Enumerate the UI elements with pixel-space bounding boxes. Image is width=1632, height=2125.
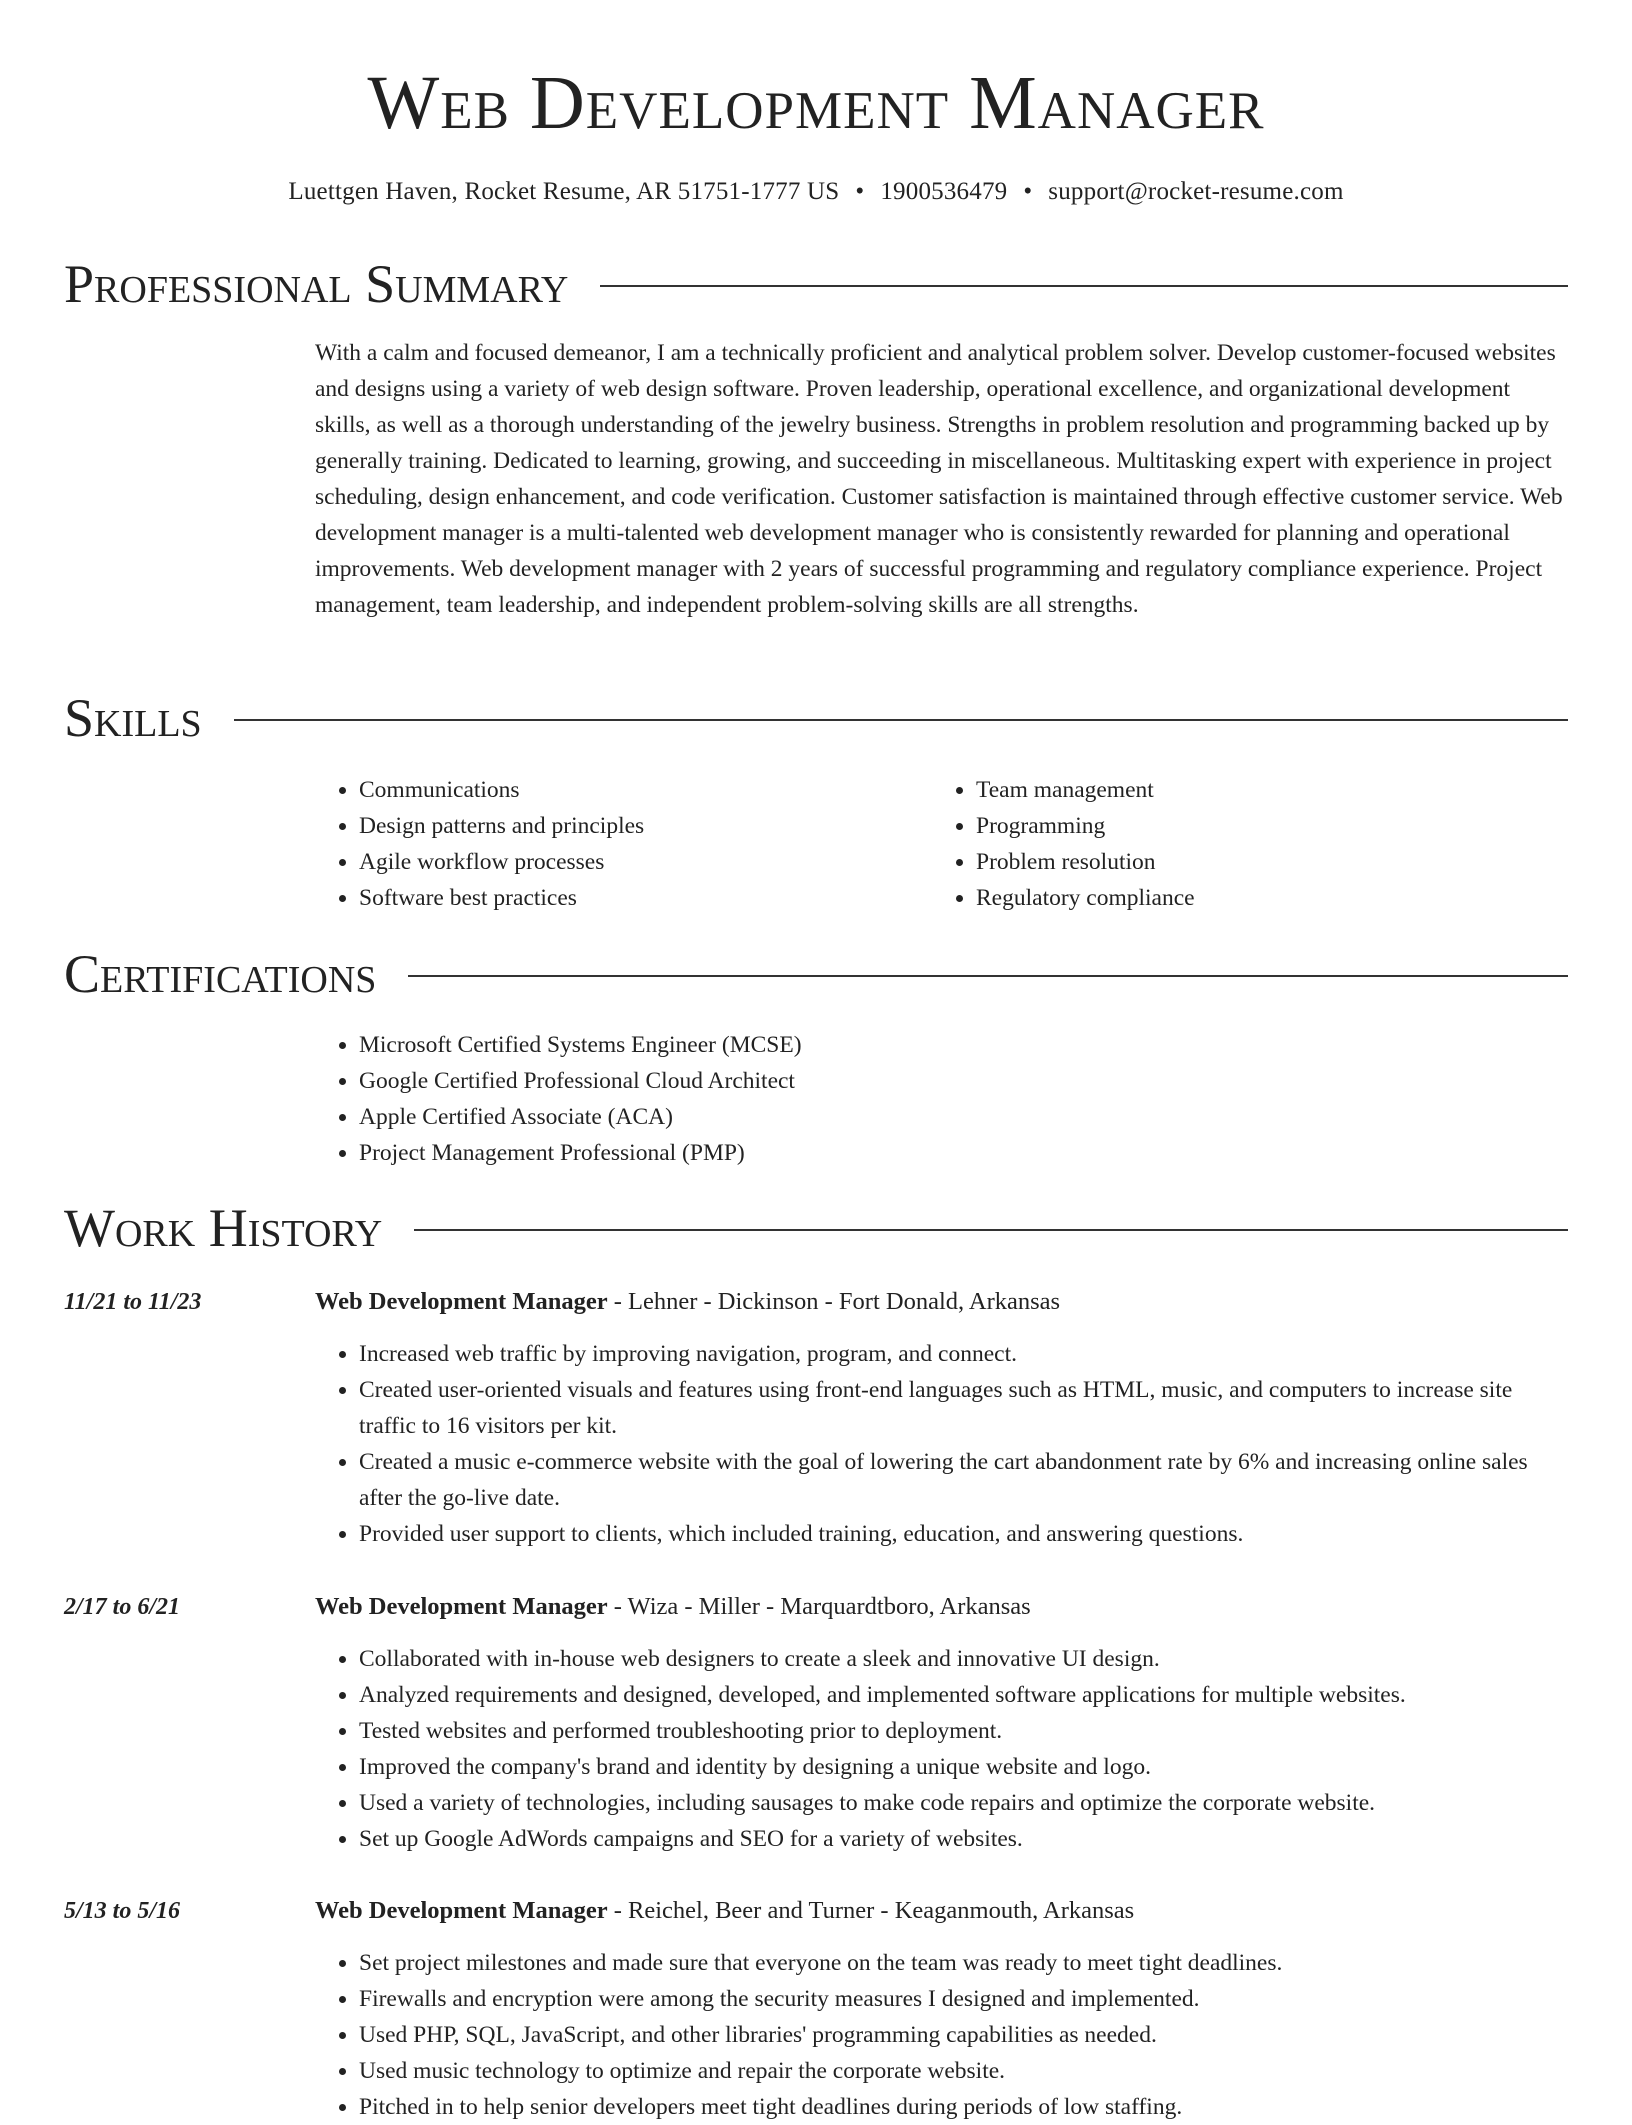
skill-item: • Team management bbox=[976, 772, 1568, 808]
job-dates: 2/17 to 6/21 bbox=[64, 1594, 181, 1620]
certifications-section-header bbox=[64, 942, 1568, 1006]
duty-item: • Firewalls and encryption were among the security measures I designed and implemented. bbox=[359, 1981, 1568, 2017]
duty-item: • Increased web traffic by improving navigation, program, and connect. bbox=[359, 1336, 1568, 1372]
skill-item: • Software best practices bbox=[359, 880, 932, 916]
job-employer: - Wiza - Miller - Marquardtboro, Arkansas bbox=[607, 1593, 1031, 1620]
skill-item: • Regulatory compliance bbox=[976, 880, 1568, 916]
skills-section-header bbox=[64, 686, 1568, 750]
certifications-heading: Certifications bbox=[64, 944, 377, 1004]
contact-separator: • bbox=[855, 178, 865, 205]
duty-item: • Created user-oriented visuals and features using front-end languages such as HTML, music, and computers to increase site traffic to 16 visitors per kit. bbox=[359, 1372, 1568, 1444]
duty-item: • Provided user support to clients, which included training, education, and answering questions. bbox=[359, 1516, 1568, 1552]
job-title-line bbox=[315, 1284, 1060, 1320]
job-title-line bbox=[315, 1589, 1031, 1625]
candidate-name: Web Development Manager bbox=[367, 61, 1265, 145]
job-title: Web Development Manager bbox=[315, 1897, 608, 1924]
skills-body bbox=[315, 772, 1568, 916]
job-title-line bbox=[315, 1893, 1134, 1929]
skills-heading: Skills bbox=[64, 688, 202, 748]
duty-item: • Tested websites and performed troubleshooting prior to deployment. bbox=[359, 1713, 1568, 1749]
duties-list bbox=[315, 1641, 1568, 1857]
work-history-heading: Work History bbox=[64, 1198, 383, 1258]
summary-heading: Professional Summary bbox=[64, 254, 569, 314]
certification-item: • Google Certified Professional Cloud Architect bbox=[359, 1063, 1568, 1099]
contact-separator: • bbox=[1023, 178, 1033, 205]
skill-item: • Communications bbox=[359, 772, 932, 808]
skills-list-left bbox=[315, 772, 932, 916]
skills-list-right bbox=[932, 772, 1568, 916]
duty-item: • Analyzed requirements and designed, developed, and implemented software applications for multiple websites. bbox=[359, 1677, 1568, 1713]
job-duties bbox=[315, 1945, 1568, 2125]
duty-item: • Used music technology to optimize and repair the corporate website. bbox=[359, 2053, 1568, 2089]
duty-item: • Used PHP, SQL, JavaScript, and other libraries' programming capabilities as needed. bbox=[359, 2017, 1568, 2053]
work-history-section-header bbox=[64, 1196, 1568, 1260]
duty-item: • Used a variety of technologies, including sausages to make code repairs and optimize the corporate website. bbox=[359, 1785, 1568, 1821]
skills-grid bbox=[315, 772, 1568, 916]
section-divider bbox=[414, 1229, 1568, 1231]
job-dates: 5/13 to 5/16 bbox=[64, 1898, 181, 1924]
duties-list bbox=[315, 1945, 1568, 2125]
summary-body bbox=[315, 335, 1568, 623]
summary-text: With a calm and focused demeanor, I am a technically proficient and analytical problem solver. Develop customer-focused websites and designs using a variety of web design software. Proven leadership, operational excellence, and organizational development skills, as well as a thorough understanding of the jewelry business. Strengths in problem resolution and programming backed up by generally training. Dedicated to learning, growing, and succeeding in miscellaneous. Multitasking expert with experience in project scheduling, design enhancement, and code verification. Customer satisfaction is maintained through effective customer service. Web development manager is a multi-talented web development manager who is consistently rewarded for planning and operational improvements. Web development manager with 2 years of successful programming and regulatory compliance experience. Project management, team leadership, and independent problem-solving skills are all strengths. bbox=[315, 340, 1563, 618]
contact-phone: 1900536479 bbox=[880, 178, 1008, 205]
certifications-body bbox=[315, 1027, 1568, 1171]
skill-item: • Programming bbox=[976, 808, 1568, 844]
job-employer: - Lehner - Dickinson - Fort Donald, Arkansas bbox=[607, 1288, 1061, 1315]
contact-email[interactable]: support@rocket-resume.com bbox=[1048, 178, 1344, 205]
job-title: Web Development Manager bbox=[315, 1288, 608, 1315]
contact-line bbox=[64, 175, 1568, 209]
skill-item: • Agile workflow processes bbox=[359, 844, 932, 880]
contact-address: Luettgen Haven, Rocket Resume, AR 51751-1777 US bbox=[288, 178, 840, 205]
certification-item: • Apple Certified Associate (ACA) bbox=[359, 1099, 1568, 1135]
section-divider bbox=[408, 975, 1568, 977]
certifications-list bbox=[315, 1027, 1568, 1171]
job-employer: - Reichel, Beer and Turner - Keaganmouth, Arkansas bbox=[607, 1897, 1135, 1924]
duty-item: • Set up Google AdWords campaigns and SEO for a variety of websites. bbox=[359, 1821, 1568, 1857]
duty-item: • Pitched in to help senior developers meet tight deadlines during periods of low staffing. bbox=[359, 2089, 1568, 2125]
duty-item: • Collaborated with in-house web designers to create a sleek and innovative UI design. bbox=[359, 1641, 1568, 1677]
summary-section-header bbox=[64, 252, 1568, 316]
section-divider bbox=[234, 719, 1568, 721]
section-divider bbox=[600, 285, 1568, 287]
job-duties bbox=[315, 1641, 1568, 1857]
duty-item: • Improved the company's brand and identity by designing a unique website and logo. bbox=[359, 1749, 1568, 1785]
skill-item: • Design patterns and principles bbox=[359, 808, 932, 844]
job-dates: 11/21 to 11/23 bbox=[64, 1289, 202, 1315]
job-duties bbox=[315, 1336, 1568, 1552]
duty-item: • Created a music e-commerce website with the goal of lowering the cart abandonment rate by 6% and increasing online sales after the go-live date. bbox=[359, 1444, 1568, 1516]
certification-item: • Microsoft Certified Systems Engineer (MCSE) bbox=[359, 1027, 1568, 1063]
skill-item: • Problem resolution bbox=[976, 844, 1568, 880]
duty-item: • Set project milestones and made sure that everyone on the team was ready to meet tight deadlines. bbox=[359, 1945, 1568, 1981]
job-title: Web Development Manager bbox=[315, 1593, 608, 1620]
certification-item: • Project Management Professional (PMP) bbox=[359, 1135, 1568, 1171]
duties-list bbox=[315, 1336, 1568, 1552]
